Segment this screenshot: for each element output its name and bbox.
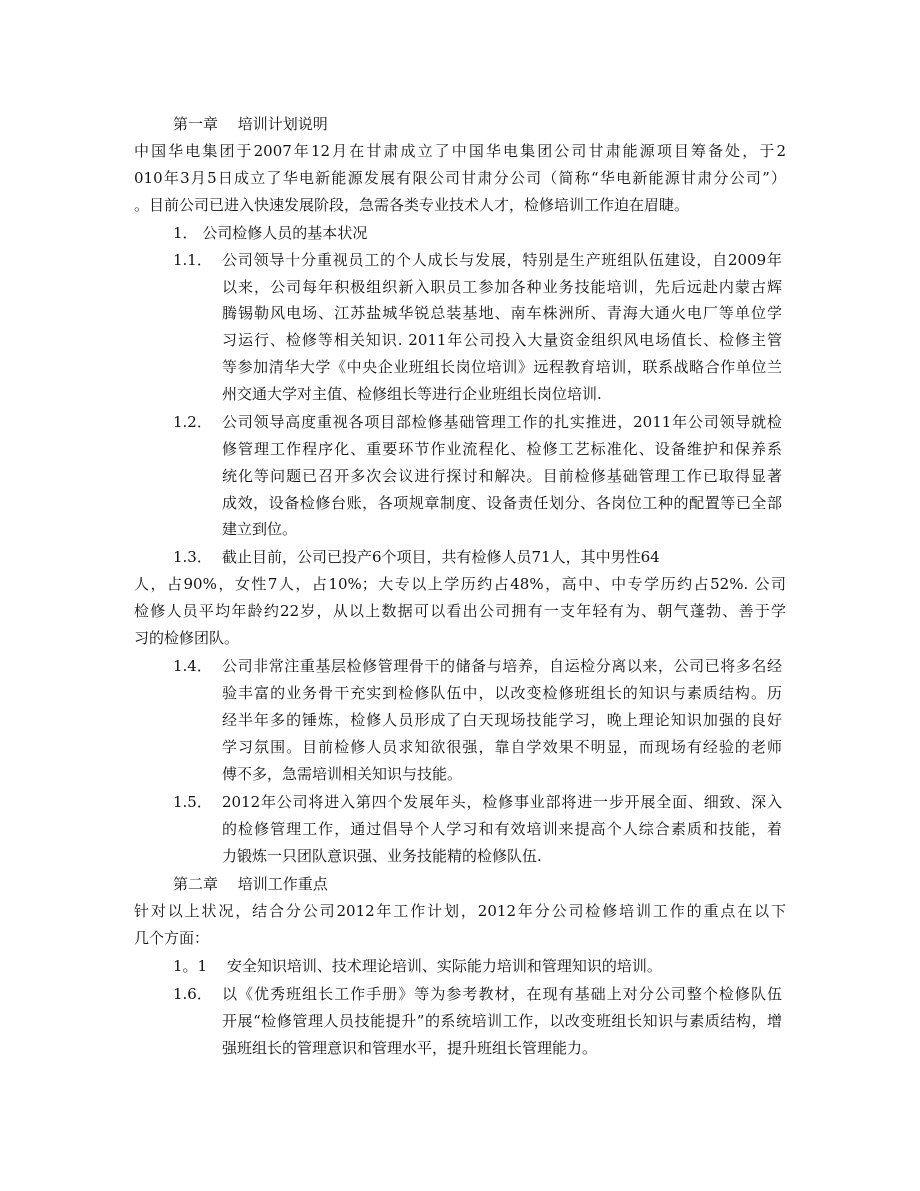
item-line: 力锻炼一只团队意识强、业务技能精的检修队伍. bbox=[222, 847, 542, 865]
item-line: 公司非常注重基层检修管理骨干的储备与培养，自运检分离以来，公司已将多名经 bbox=[222, 657, 782, 675]
item-line: 经半年多的锤炼，检修人员形成了白天现场技能学习，晚上理论知识加强的良好 bbox=[222, 711, 782, 729]
item-line: 的检修管理工作，通过倡导个人学习和有效培训来提高个人综合素质和技能，着 bbox=[222, 820, 782, 838]
chapter2-intro-line: 几个方面： bbox=[134, 929, 210, 947]
item-line: 公司领导高度重视各项目部检修基础管理工作的扎实推进，2011年公司领导就检 bbox=[222, 413, 782, 431]
item-number: 1.2． bbox=[173, 413, 212, 431]
chapter1-intro-line: 。目前公司已进入快速发展阶段，急需各类专业技术人才，检修培训工作迫在眉睫。 bbox=[134, 196, 690, 214]
item-continuation-line: 习的检修团队。 bbox=[134, 629, 240, 647]
item-line: 州交通大学对主值、检修组长等进行企业班组长岗位培训. bbox=[222, 385, 602, 403]
item-line: 建立到位。 bbox=[222, 520, 298, 538]
item-line: 公司领导十分重视员工的个人成长与发展，特别是生产班组队伍建设，自2009年 bbox=[222, 251, 782, 269]
item-line: 习运行、检修等相关知识. 2011年公司投入大量资金组织风电场值长、检修主管 bbox=[222, 331, 782, 349]
chapter1-intro-line: 中国华电集团于2007年12月在甘肃成立了中国华电集团公司甘肃能源项目筹备处，于2 bbox=[134, 142, 786, 160]
item-line: 修管理工作程序化、重要环节作业流程化、检修工艺标准化、设备维护和保养系 bbox=[222, 440, 782, 458]
item-continuation-line: 人，占90%，女性7人，占10%；大专以上学历约占48%，高中、中专学历约占52%. 公司 bbox=[134, 575, 786, 593]
item-line: 统化等问题已召开多次会议进行探讨和解决。目前检修基础管理工作已取得显著 bbox=[222, 467, 782, 485]
section1-heading: 1． 公司检修人员的基本状况 bbox=[173, 224, 368, 242]
item-line: 等参加清华大学《中央企业班组长岗位培训》远程教育培训，联系战略合作单位兰 bbox=[222, 358, 782, 376]
item-line: 2012年公司将进入第四个发展年头，检修事业部将进一步开展全面、细致、深入 bbox=[222, 793, 782, 811]
chapter1-heading: 第一章 培训计划说明 bbox=[173, 115, 328, 133]
item-line: 成效，设备检修台账，各项规章制度、设备责任划分、各岗位工种的配置等已全部 bbox=[222, 494, 782, 512]
item-line: 傅不多，急需培训相关知识与技能。 bbox=[222, 765, 463, 783]
item-line: 以来，公司每年积极组织新入职员工参加各种业务技能培训，先后远赴内蒙古辉 bbox=[222, 278, 782, 296]
item-line: 以《优秀班组长工作手册》等为参考教材，在现有基础上对分公司整个检修队伍 bbox=[222, 985, 782, 1003]
item-number: 1.6． bbox=[173, 985, 212, 1003]
item-number: 1.1． bbox=[173, 251, 212, 269]
chapter2-heading: 第二章 培训工作重点 bbox=[173, 875, 328, 893]
item-line: 强班组长的管理意识和管理水平，提升班组长管理能力。 bbox=[222, 1039, 598, 1057]
item-line: 验丰富的业务骨干充实到检修队伍中，以改变检修班组长的知识与素质结构。历 bbox=[222, 684, 782, 702]
item-line: 截止目前，公司已投产6个项目，共有检修人员71人，其中男性64 bbox=[222, 548, 660, 566]
item-number: 1.4． bbox=[173, 657, 212, 675]
item-number: 1.3． bbox=[173, 548, 212, 566]
chapter2-intro-line: 针对以上状况，结合分公司2012年工作计划，2012年分公司检修培训工作的重点在以下 bbox=[134, 902, 786, 920]
item-line: 学习氛围。目前检修人员求知欲很强，靠自学效果不明显，而现场有经验的老师 bbox=[222, 738, 782, 756]
item-number: 1.5． bbox=[173, 793, 212, 811]
training-point: 1。1 安全知识培训、技术理论培训、实际能力培训和管理知识的培训。 bbox=[173, 957, 662, 975]
item-line: 开展“检修管理人员技能提升”的系统培训工作，以改变班组长知识与素质结构，增 bbox=[222, 1012, 782, 1030]
item-continuation-line: 检修人员平均年龄约22岁，从以上数据可以看出公司拥有一支年轻有为、朝气蓬勃、善于学 bbox=[134, 602, 786, 620]
chapter1-intro-line: 010年3月5日成立了华电新能源发展有限公司甘肃分公司（简称“华电新能源甘肃分公司”） bbox=[134, 169, 786, 187]
item-line: 腾锡勒风电场、江苏盐城华锐总装基地、南车株洲所、青海大通火电厂等单位学 bbox=[222, 304, 782, 322]
